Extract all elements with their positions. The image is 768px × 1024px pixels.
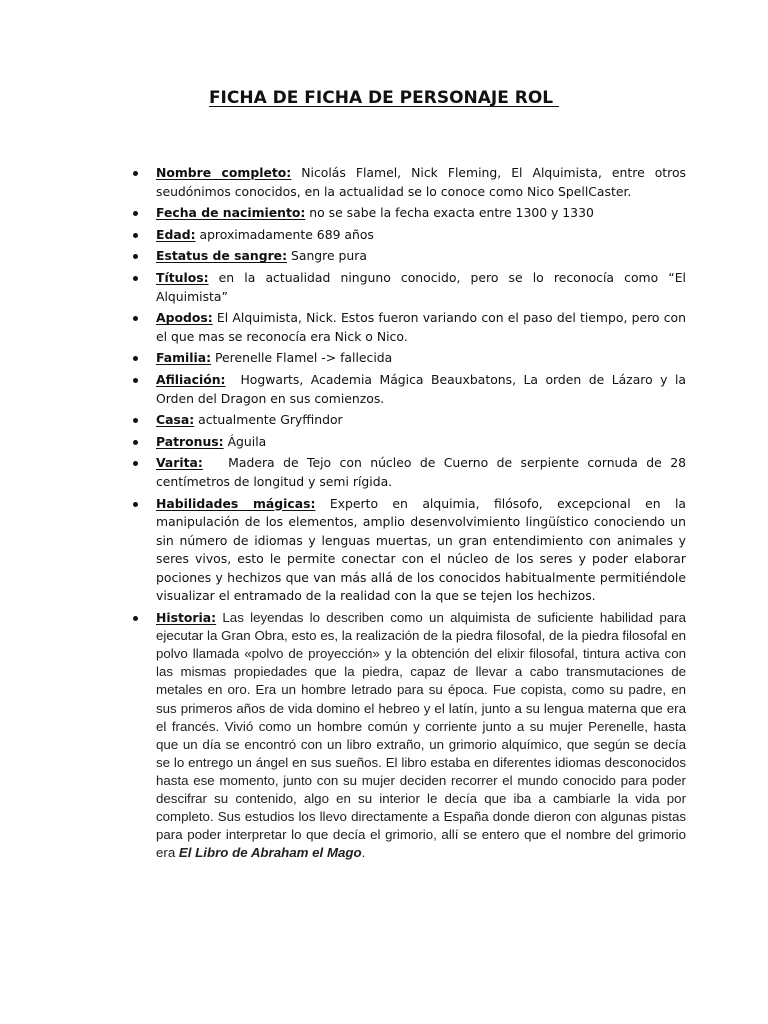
field-label: Edad: (156, 226, 196, 242)
field-label: Patronus: (156, 433, 224, 449)
field-value: Sangre pura (287, 248, 367, 264)
bullet-icon (133, 356, 138, 361)
list-item-nombre (0, 164, 768, 201)
field-value: Madera de Tejo con núcleo de Cuerno de serpiente cornuda de 28 centímetros de longitud y semi rígida. (156, 455, 690, 489)
field-label: Familia: (156, 350, 212, 366)
list-item-historia (0, 609, 768, 862)
bullet-icon (133, 616, 138, 621)
field-label: Casa: (156, 412, 195, 428)
bullet-icon (133, 276, 138, 281)
field-value: Hogwarts, Academia Mágica Beauxbatons, La orden de Lázaro y la Orden del Dragon en sus comienzos. (156, 371, 690, 406)
bullet-icon (133, 418, 138, 423)
bullet-icon (133, 254, 138, 259)
field-label: Estatus de sangre: (156, 248, 288, 264)
list-item-afiliacion (0, 371, 768, 408)
bullet-icon (133, 378, 138, 383)
field-label: Habilidades mágicas: (156, 495, 316, 511)
field-value: actualmente Gryffindor (194, 412, 343, 428)
list-item-varita (0, 454, 768, 491)
field-value: aproximadamente 689 años (195, 226, 374, 242)
list-item-casa (0, 411, 768, 430)
field-value: Águila (223, 433, 267, 449)
field-label: Apodos: (156, 310, 213, 326)
document-title (0, 88, 768, 108)
list-item-titulos (0, 269, 768, 306)
field-label: Fecha de nacimiento: (156, 205, 306, 221)
list-item-apodos (0, 309, 768, 346)
field-label: Nombre completo: (156, 165, 292, 180)
field-value: Experto en alquimia, filósofo, excepcional en la manipulación de los elementos, amplio desenvolvimiento lingüístico conociendo un sin número de idiomas y lenguas muertas, un gran entendimiento con animales y seres vivos, esto le permite conectar con el núcleo de los seres y poder elaborar pociones y hechizos que van más allá de los conocidos habitualmente permitiéndole visualizar el entramado de la realidad con la que se tejen los hechizos. (156, 495, 690, 604)
field-label: Varita: (156, 455, 203, 471)
field-value: Perenelle Flamel -> fallecida (211, 350, 393, 366)
field-value: en la actualidad ninguno conocido, pero se lo reconocía como “El Alquimista” (156, 269, 690, 304)
bullet-icon (133, 233, 138, 238)
character-field-list (0, 164, 768, 865)
bullet-icon (133, 461, 138, 466)
list-item-estatus-sangre (0, 247, 768, 266)
book-title: El Libro de Abraham el Mago (178, 845, 362, 861)
field-value: no se sabe la fecha exacta entre 1300 y 1330 (305, 205, 594, 221)
document-title-text: FICHA DE FICHA DE PERSONAJE ROL (208, 88, 560, 108)
field-label: Títulos: (156, 269, 209, 285)
list-item-patronus (0, 433, 768, 452)
field-label: Afiliación: (156, 371, 226, 387)
list-item-familia (0, 349, 768, 368)
list-item-fecha-nacimiento (0, 204, 768, 223)
bullet-icon (133, 316, 138, 321)
history-ending: . (361, 845, 366, 861)
field-label: Historia: (156, 610, 217, 626)
list-item-habilidades (0, 495, 768, 607)
history-text: Las leyendas lo describen como un alquimista de suficiente habilidad para ejecutar la Gran Obra, esto es, la realización de la piedra filosofal, de la piedra filosofal en polvo llamada «polvo de proyección» y la obtención del elixir filosofal, tintura activa con las mismas propiedades que la piedra, capaz de llevar a cabo transmutaciones de metales en oro. Era un hombre letrado para su época. Fue copista, como su padre, en sus primeros años de vida domino el hebreo y el latín, junto a su lengua materna que era el francés. Vivió como un hombre común y corriente junto a su mujer Perenelle, hasta que un día se encontró con un libro extraño, un grimorio alquímico, que según se decía se lo entrego un ángel en sus sueños. El libro estaba en diferentes idiomas desconocidos hasta ese momento, junto con su mujer deciden recorrer el mundo conocido para poder descifrar su contenido, algo en su interior le decía que iba a cambiarle la vida por completo. Sus estudios los llevo directamente a España donde dieron con algunas pistas para poder interpretar lo que decía el grimorio, allí se entero que el nombre del grimorio era (156, 610, 690, 861)
bullet-icon (133, 171, 138, 176)
bullet-icon (133, 502, 138, 507)
bullet-icon (133, 440, 138, 445)
list-item-edad (0, 226, 768, 245)
field-value: Nicolás Flamel, Nick Fleming, El Alquimista, entre otros seudónimos conocidos, en la actualidad se lo conoce como Nico SpellCaster. (156, 165, 690, 199)
field-value: El Alquimista, Nick. Estos fueron variando con el paso del tiempo, pero con el que mas se reconocía era Nick o Nico. (156, 310, 690, 344)
bullet-icon (133, 211, 138, 216)
